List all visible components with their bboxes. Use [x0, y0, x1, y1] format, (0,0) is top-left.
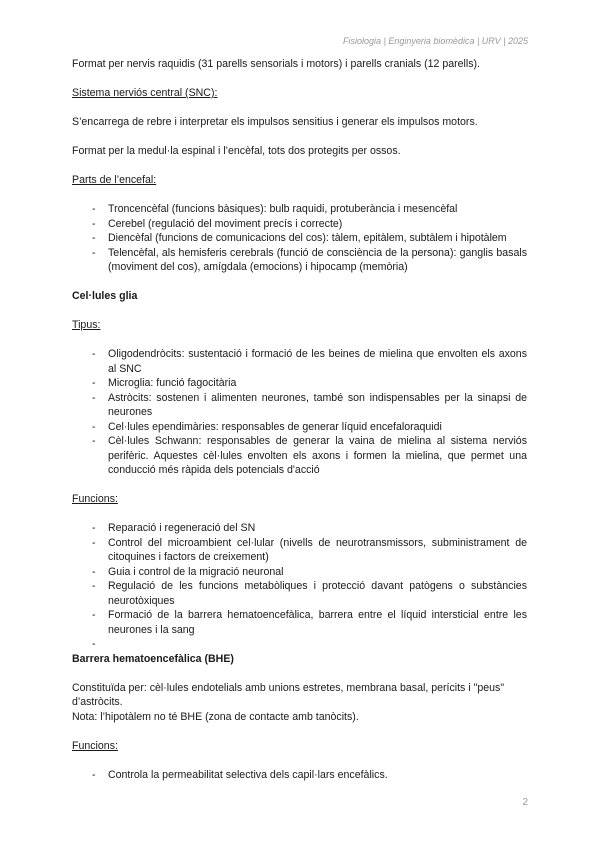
bhe-paragraph-2: Nota: l’hipotàlem no té BHE (zona de contacte amb tanòcits). — [72, 710, 359, 723]
list-item-empty — [92, 637, 527, 652]
bhe-title: Barrera hematoencefàlica (BHE) — [72, 652, 234, 665]
bhe-paragraph-1: Constituïda per: cèl·lules endotelials amb unions estretes, membrana basal, perícits i "peus" d’astròcits. — [72, 681, 505, 708]
list-item: - Microglia: funció fagocitària — [92, 376, 527, 391]
page-number: 2 — [522, 797, 528, 808]
snc-paragraph-1: S’encarrega de rebre i interpretar els impulsos sensitius i generar els impulsos motors. — [72, 116, 478, 128]
encefal-heading: Parts de l’encefal: — [72, 174, 157, 186]
list-item: - Regulació de les funcions metabòliques i protecció davant patògens o substàncies neurotòxiques — [92, 579, 527, 608]
bhe-funcions-heading: Funcions: — [72, 739, 118, 752]
list-item: - Cel·lules ependimàries: responsables de generar líquid encefaloraquidi — [92, 420, 527, 435]
intro-paragraph: Format per nervis raquidis (31 parells sensorials i motors) i parells cranials (12 parells). — [72, 58, 481, 70]
list-item: - Control del microambient cel·lular (nivells de neurotransmissors, subministrament de citoquines i factors de creixement) — [92, 536, 527, 565]
list-item: - Astròcits: sostenen i alimenten neurones, també son indispensables per la sinapsi de neurones — [92, 391, 527, 420]
list-item: - Diencèfal (funcions de comunicacions del cos): tàlem, epitàlem, subtàlem i hipotàlem — [92, 231, 527, 246]
list-item: - Troncencèfal (funcions bàsiques): bulb raquidi, protuberància i mesencèfal — [92, 202, 527, 217]
page-content — [72, 57, 527, 782]
glia-funcions-heading: Funcions: — [72, 493, 118, 505]
glia-title: Cel·lules glia — [72, 290, 138, 302]
list-item: - Oligodendròcits: sustentació i formació de les beines de mielina que envolten els axons al SNC — [92, 347, 527, 376]
list-item: - Guia i control de la migració neuronal — [92, 565, 527, 580]
page-header: Fisiologia | Enginyeria biomèdica | URV | 2025 — [343, 36, 528, 46]
list-item: - Cèl·lules Schwann: responsables de generar la vaina de mielina al sistema nerviós perifèric. Aquestes cèl·lules envolten els axons i formen la mielina, que permet una conducció més ràpida dels potencials d'acció — [92, 434, 527, 478]
snc-paragraph-2: Format per la medul·la espinal i l’encèfal, tots dos protegits per ossos. — [72, 145, 401, 157]
glia-tipus-list — [72, 347, 527, 478]
list-item: - Reparació i regeneració del SN — [92, 521, 527, 536]
list-item: - Controla la permeabilitat selectiva dels capil·lars encefàlics. — [92, 768, 527, 783]
glia-funcions-list — [72, 521, 527, 652]
bhe-funcions-list — [72, 768, 527, 783]
snc-heading: Sistema nerviós central (SNC): — [72, 87, 218, 99]
list-item: - Cerebel (regulació del moviment precís i correcte) — [92, 217, 527, 232]
list-item: - Formació de la barrera hematoencefàlica, barrera entre el líquid intersticial entre les neurones i la sang — [92, 608, 527, 637]
encefal-list — [72, 202, 527, 275]
list-item: - Telencèfal, als hemisferis cerebrals (funció de consciència de la persona): ganglis basals (moviment del cos), amígdala (emocions) i hipocamp (memòria) — [92, 246, 527, 275]
glia-tipus-heading: Tipus: — [72, 319, 101, 331]
